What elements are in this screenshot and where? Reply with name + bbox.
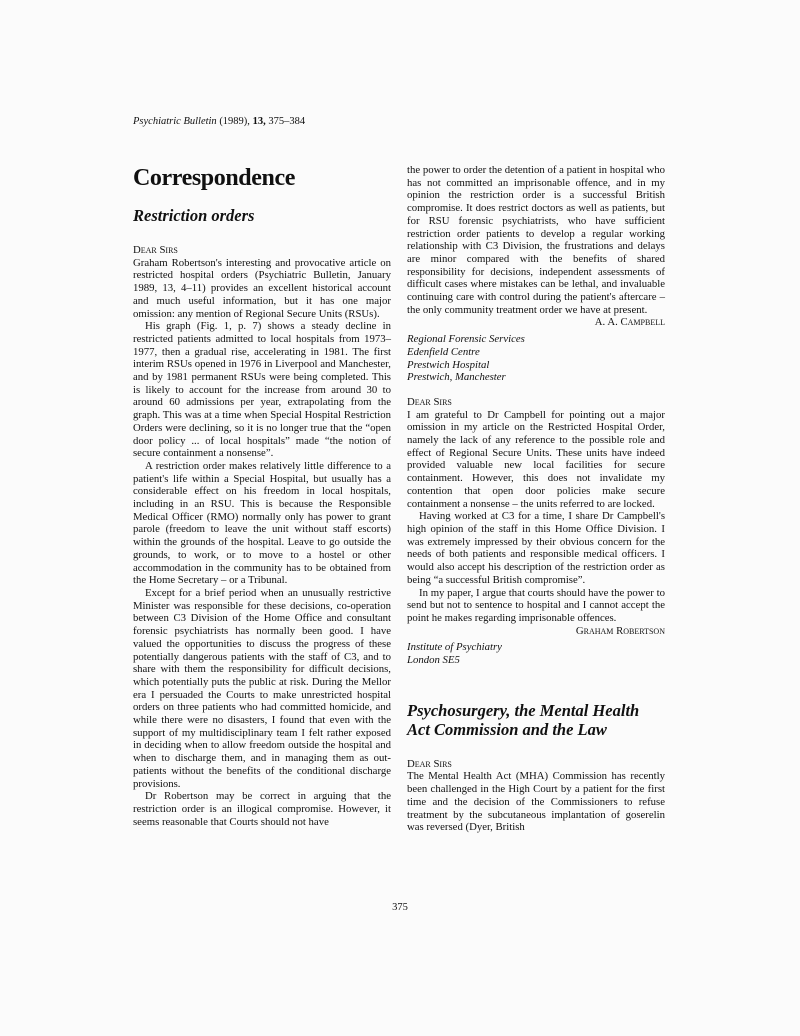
page-number: 375 (392, 902, 408, 913)
section-title: Correspondence (133, 165, 295, 191)
letter2-signature: Graham Robertson (575, 624, 665, 637)
letter2-salutation: Dear Sirs (407, 395, 452, 408)
letter2-paragraph: Having worked at C3 for a time, I share Dr Campbell's high opinion of the staff in this Home Office Division. I was extremely impressed by their obvious concern for the needs of both patients and responsible medical officers. I would also accept his description of the restriction order as being “a successful British compromise”. (407, 510, 665, 586)
address-line: Regional Forensic Services (407, 333, 525, 346)
address-line: Prestwich, Manchester (407, 371, 506, 384)
address-line: London SE5 (407, 654, 460, 667)
letter1-paragraph-continued: the power to order the detention of a patient in hospital who has not committed an imprisonable offence, and in my opinion the restriction order is a successful British compromise. It does restrict doctors as well as patients, but for RSU forensic psychiatrists, who have sufficient restriction order patients to develop a regular working relationship with C3 Division, the frustrations and delays are minor compared with the benefits of shared responsibility for decisions, independent assessments of difficult cases where mistakes can be lethal, and invaluable continuing care with control during the patient's aftercare – the only community treatment order we have at present. (407, 164, 665, 316)
right-column (407, 164, 665, 834)
letter1-salutation: Dear Sirs (133, 244, 178, 256)
letter1-paragraph-split: Dr Robertson may be correct in arguing that the restriction order is an illogical compromise. However, it seems reasonable that Courts should not have (133, 790, 391, 828)
journal-reference (133, 115, 305, 128)
left-column (133, 164, 391, 828)
letter2-address (407, 641, 665, 666)
letter1-address (407, 333, 665, 384)
journal-name: Psychiatric Bulletin (133, 116, 217, 127)
article2-paragraph: The Mental Health Act (MHA) Commission has recently been challenged in the High Court by a patient for the first time and the decision of the Commissioners to refuse treatment by the subcutaneous implantation of goserelin was reversed (Dyer, British (407, 770, 665, 834)
journal-volume: 13, (252, 116, 266, 127)
address-line: Prestwich Hospital (407, 358, 490, 371)
letter1-paragraph: Graham Robertson's interesting and provocative article on restricted hospital orders (Psychiatric Bulletin, January 1989, 13, 4–11) provides an excellent historical account and much useful information, but it has one major omission: any mention of Regional Secure Units (RSUs). (133, 256, 391, 320)
letter2-paragraph: In my paper, I argue that courts should have the power to send but not to sentence to hospital and I cannot accept the point he makes regarding imprisonable offences. (407, 586, 665, 624)
article2-salutation: Dear Sirs (407, 757, 452, 770)
letter1-signature: A. A. Campbell (594, 316, 665, 329)
letter1-paragraph: Except for a brief period when an unusually restrictive Minister was responsible for these decisions, co-operation between C3 Division of the Home Office and consultant forensic psychiatrists has normally been good. I have valued the opportunities to discuss the progress of these potentially dangerous patients with the staff of C3, and to share with them the responsibility for difficult decisions, which potentially puts the public at risk. During the Mellor era I persuaded the Courts to make unrestricted hospital orders on three patients who had committed homicide, and while there were no disasters, I found that even with the support of my multidisciplinary team I felt rather exposed in deciding when to allow freedom outside the hospital and when to discharge them, and in managing them as out-patients without the benefits of the conditional discharge provisions. (133, 586, 391, 790)
article-title-psychosurgery: Psychosurgery, the Mental Health Act Commission and the Law (407, 700, 640, 739)
letter1-paragraph: His graph (Fig. 1, p. 7) shows a steady decline in restricted patients admitted to local hospitals from 1973–1977, then a gradual rise, accelerating in 1981. The first interim RSUs opened in 1976 in Liverpool and Manchester, and by 1981 permanent RSUs were being completed. This is likely to account for the increase from around 30 to around 60 admissions per year, extrapolating from the graph. This was at a time when Special Hospital Restriction Orders were declining, so it is no longer true that the “open door policy ... of local hospitals” made “the notion of secure containment a nonsense”. (133, 320, 391, 460)
letter1-paragraph: A restriction order makes relatively little difference to a patient's life within a Special Hospital, but usually has a considerable effect on his freedom in local hospitals, including in an RSU. This is because the Responsible Medical Officer (RMO) normally only has power to grant parole (freedom to leave the unit without staff escorts) within the grounds of the hospital. Leave to go outside the grounds, to work, or to move to a hostel or other accommodation in the community has to be obtained from the Home Secretary – or a Tribunal. (133, 459, 391, 587)
address-line: Institute of Psychiatry (407, 641, 502, 654)
letter2-paragraph: I am grateful to Dr Campbell for pointing out a major omission in my article on the Restricted Hospital Order, namely the lack of any reference to the possible role and effect of Regional Secure Units. These units have indeed provided valuable new local facilities for secure containment. However, this does not invalidate my contention that open door policies make secure containment a nonsense – the units referred to are locked. (407, 408, 665, 510)
journal-year: (1989), (219, 116, 250, 127)
address-line: Edenfield Centre (407, 345, 480, 358)
article-title-restriction-orders: Restriction orders (133, 206, 255, 225)
journal-pages: 375–384 (268, 116, 306, 127)
